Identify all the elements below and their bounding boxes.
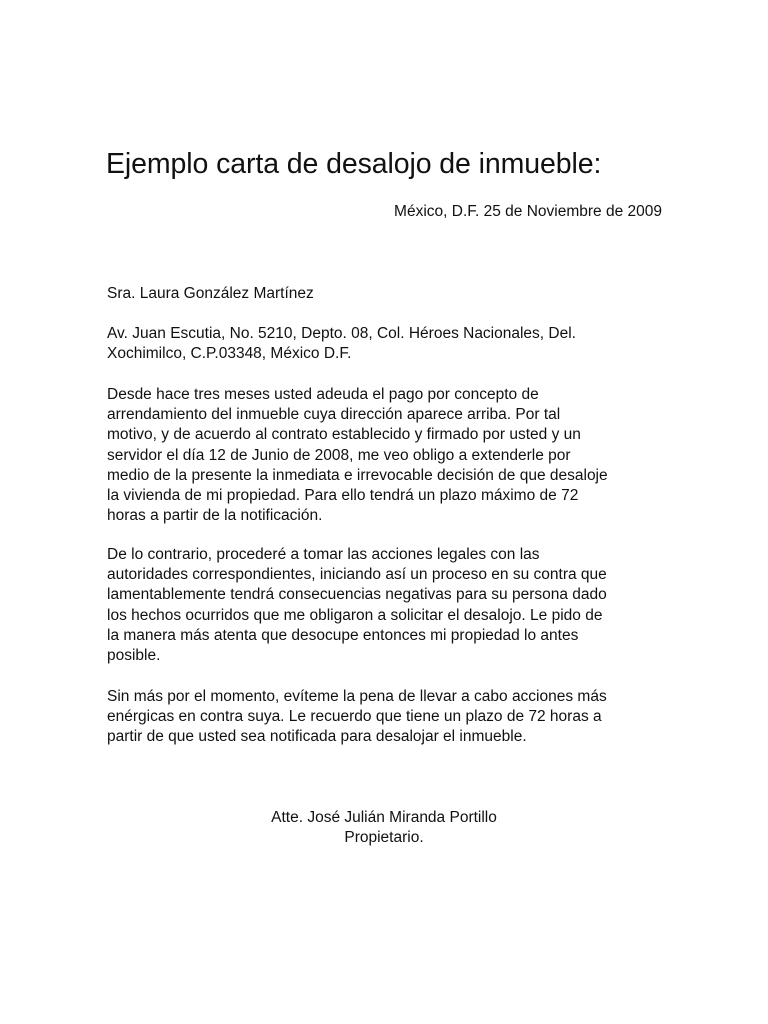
recipient-name xyxy=(107,284,667,304)
address-line: Xochimilco, C.P.03348, México D.F. xyxy=(107,345,352,363)
recipient-address xyxy=(107,324,667,364)
paragraph-line: horas a partir de la notificación. xyxy=(107,507,323,525)
paragraph-line: arrendamiento del inmueble cuya dirección aparece arriba. Por tal xyxy=(107,406,561,424)
paragraph-line: la manera más atenta que desocupe entonces mi propiedad lo antes xyxy=(107,626,579,644)
paragraph-line: posible. xyxy=(107,647,161,665)
paragraph-line: motivo, y de acuerdo al contrato establecido y firmado por usted y un xyxy=(107,426,581,444)
paragraph-2 xyxy=(107,545,667,666)
paragraph-line: partir de que usted sea notificada para desalojar el inmueble. xyxy=(107,728,527,746)
paragraph-line: enérgicas en contra suya. Le recuerdo que tiene un plazo de 72 horas a xyxy=(107,708,602,726)
paragraph-line: los hechos ocurridos que me obligaron a solicitar el desalojo. Le pido de xyxy=(107,606,603,624)
signature-block xyxy=(184,808,584,848)
paragraph-3 xyxy=(107,687,667,748)
paragraph-line: Sin más por el momento, evíteme la pena de llevar a cabo acciones más xyxy=(107,688,607,705)
signature-name: Atte. José Julián Miranda Portillo xyxy=(271,809,497,826)
paragraph-line: Desde hace tres meses usted adeuda el pago por concepto de xyxy=(107,386,539,403)
recipient-line: Sra. Laura González Martínez xyxy=(107,285,314,302)
document-title: Ejemplo carta de desalojo de inmueble: xyxy=(106,148,602,180)
paragraph-line: lamentablemente tendrá consecuencias negativas para su persona dado xyxy=(107,586,607,604)
letter-date: México, D.F. 25 de Noviembre de 2009 xyxy=(394,203,662,220)
paragraph-line: servidor el día 12 de Junio de 2008, me veo obligo a extenderle por xyxy=(107,446,571,464)
paragraph-line: autoridades correspondientes, iniciando así un proceso en su contra que xyxy=(107,566,607,584)
paragraph-1 xyxy=(107,385,667,526)
signature-role: Propietario. xyxy=(344,829,424,847)
paragraph-line: De lo contrario, procederé a tomar las acciones legales con las xyxy=(107,546,540,563)
paragraph-line: la vivienda de mi propiedad. Para ello tendrá un plazo máximo de 72 xyxy=(107,487,579,505)
address-line: Av. Juan Escutia, No. 5210, Depto. 08, Col. Héroes Nacionales, Del. xyxy=(107,325,576,342)
paragraph-line: medio de la presente la inmediata e irrevocable decisión de que desaloje xyxy=(107,466,608,484)
